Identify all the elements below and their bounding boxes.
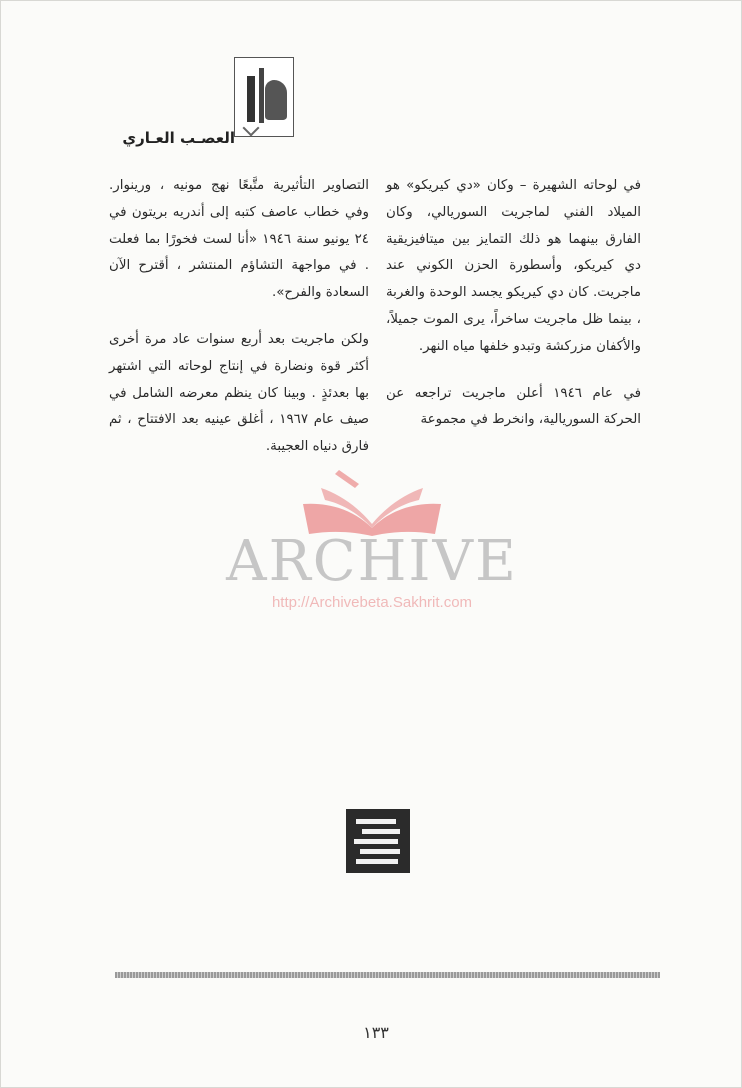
paragraph: في لوحاته الشهيرة – وكان «دي كيريكو» هو الميلاد الفني لماجريت السوريالي، وكان الفارق بينهما هو ذلك التمايز بين ميتافيزيقية دي كيريكو، وأسطورة الحزن الكوني عند ماجريت. كان دي كيريكو يجسد الوحدة والغربة ، بينما ظل ماجريت ساخراً، يرى الموت جميلاً، والأكفان مزركشة وتبدو خلفها مياه النهر. [386, 178, 641, 354]
paragraph: في عام ١٩٤٦ أعلن ماجريت تراجعه عن الحركة السوريالية، وانخرط في مجموعة [386, 385, 641, 428]
book-stack-icon [346, 809, 410, 873]
text-column-left [109, 173, 369, 461]
text-column-right [386, 173, 641, 434]
watermark-url: http://Archivebeta.Sakhrit.com [271, 594, 473, 611]
section-emblem-icon [234, 57, 294, 137]
footer-divider [115, 972, 660, 978]
watermark-title: ARCHIVE [226, 529, 518, 594]
paragraph: ولكن ماجريت بعد أربع سنوات عاد مرة أخرى أكثر قوة ونضارة في إنتاج لوحاته التي اشتهر بها بعدئذٍ . وبينا كان ينظم معرضه الشامل في صيف عام ١٩٦٧ ، أغلق عينيه بعد الافتتاح ، ثم فارق دنياه العجيبة. [109, 331, 369, 455]
paragraph: التصاوير التأثيرية متَّبعًا نهج مونيه ، ورينوار. وفي خطاب عاصف كتبه إلى أندريه بريتون في ٢٤ يونيو سنة ١٩٤٦ «أنا لست فخورًا بما فعلت . في مواجهة التشاؤم المنتشر ، أقترح الآن السعادة والفرح». [109, 178, 369, 301]
watermark-book-icon [299, 466, 445, 536]
page-number: ١٣٣ [363, 1023, 389, 1042]
section-title: العصـب العـاري [122, 129, 235, 147]
